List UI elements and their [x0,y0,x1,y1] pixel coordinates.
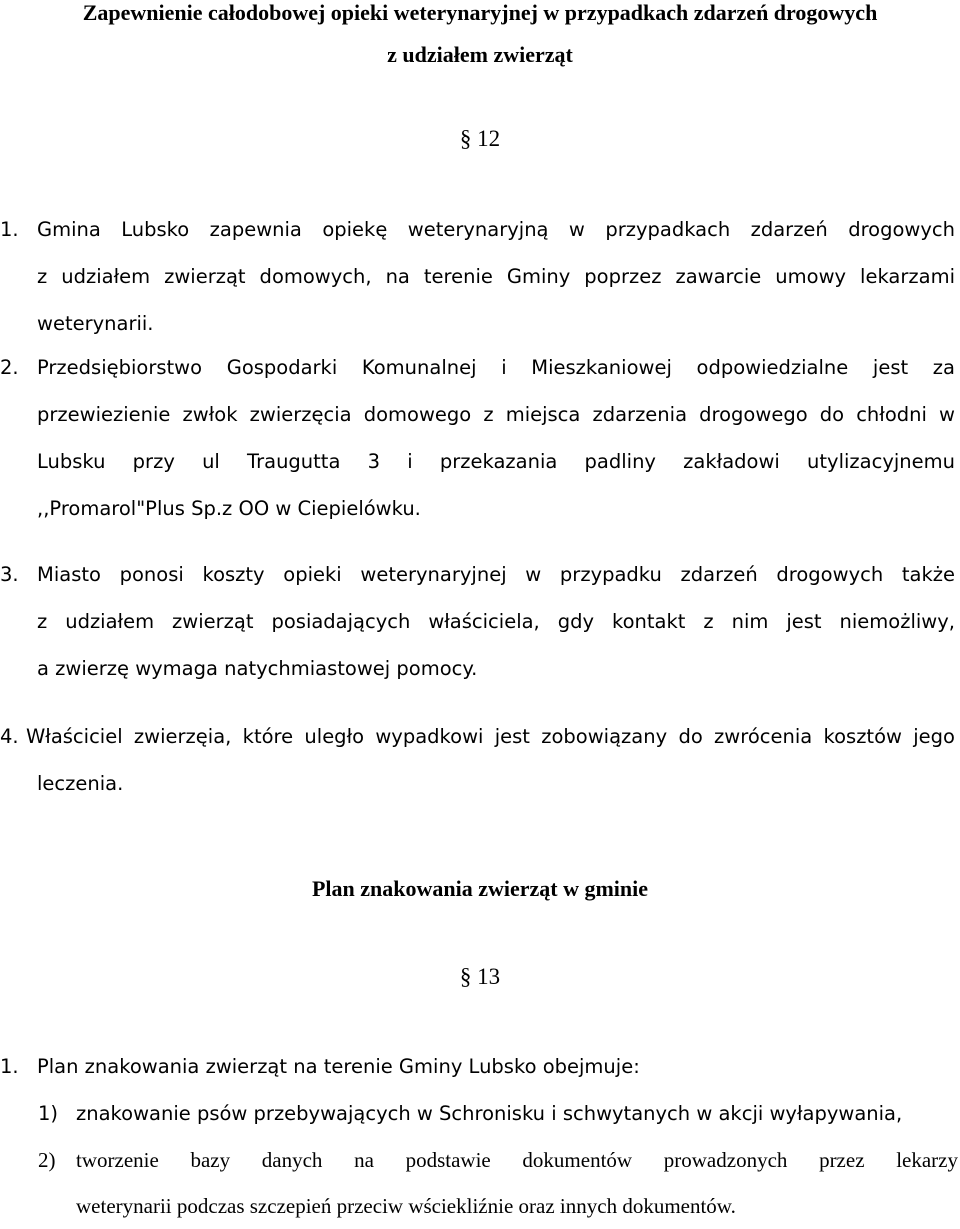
paragraph-13-1-number: 1. [0,1055,19,1078]
list-item-1-text: znakowanie psów przebywających w Schronisku i schwytanych w akcji wyłapywania, [76,1102,903,1125]
list-item-2-line-2: weterynarii podczas szczepień przeciw wściekliźnie oraz innych dokumentów. [76,1194,736,1218]
title-line-1: Zapewnienie całodobowej opieki weterynaryjnej w przypadkach zdarzeń drogowych [82,0,878,25]
paragraph-2-line-2: przewiezienie zwłok zwierzęcia domowego z miejsca zdarzenia drogowego do chłodni w [37,403,955,426]
paragraph-3-number: 3. [0,563,19,586]
list-item [38,1137,958,1229]
list-item [38,1090,958,1138]
paragraph-4-line-1: Właściciel zwierzęia, które uległo wypadkowi jest zobowiązany do zwrócenia kosztów jego [26,725,955,748]
paragraph-1-line-2: z udziałem zwierząt domowych, na terenie Gminy poprzez zawarcie umowy lekarzami [37,265,955,288]
title-line-2: z udziałem zwierząt [387,42,573,67]
paragraph-1 [0,206,955,347]
paragraph-3-line-2: z udziałem zwierząt posiadających właściciela, gdy kontakt z nim jest niemożliwy, [37,610,955,633]
section-12-heading: § 12 [459,126,501,151]
paragraph-2-line-3: Lubsku przy ul Traugutta 3 i przekazania padliny zakładowi utylizacyjnemu [37,450,955,473]
paragraph-1-line-3: weterynarii. [37,312,154,335]
list-item-1-number: 1) [38,1102,59,1125]
document-title [0,0,960,76]
list-item-2-line-1: tworzenie bazy danych na podstawie dokumentów prowadzonych przez lekarzy [76,1148,958,1172]
list-item-2-number: 2) [38,1148,56,1172]
paragraph-3-line-3: a zwierzę wymaga natychmiastowej pomocy. [37,657,478,680]
paragraph-2-line-1: Przedsiębiorstwo Gospodarki Komunalnej i Mieszkaniowej odpowiedzialne jest za [37,356,955,379]
paragraph-4 [0,713,955,807]
paragraph-2-number: 2. [0,356,19,379]
section-13-heading: § 13 [459,964,501,989]
section-subtitle: Plan znakowania zwierząt w gminie [311,876,649,901]
paragraph-1-number: 1. [0,218,19,241]
paragraph-13-1-text: Plan znakowania zwierząt na terenie Gminy Lubsko obejmuje: [37,1055,640,1078]
paragraph-4-line-2: leczenia. [37,772,124,795]
paragraph-3 [0,551,955,692]
paragraph-2-line-4: ,,Promarol"Plus Sp.z OO w Ciepielówku. [37,497,421,520]
paragraph-1-line-1: Gmina Lubsko zapewnia opiekę weterynaryjną w przypadkach zdarzeń drogowych [37,218,955,241]
paragraph-2 [0,344,955,532]
paragraph-3-line-1: Miasto ponosi koszty opieki weterynaryjnej w przypadku zdarzeń drogowych także [37,563,955,586]
paragraph-13-1 [0,1043,955,1090]
paragraph-4-number: 4. [0,725,19,748]
